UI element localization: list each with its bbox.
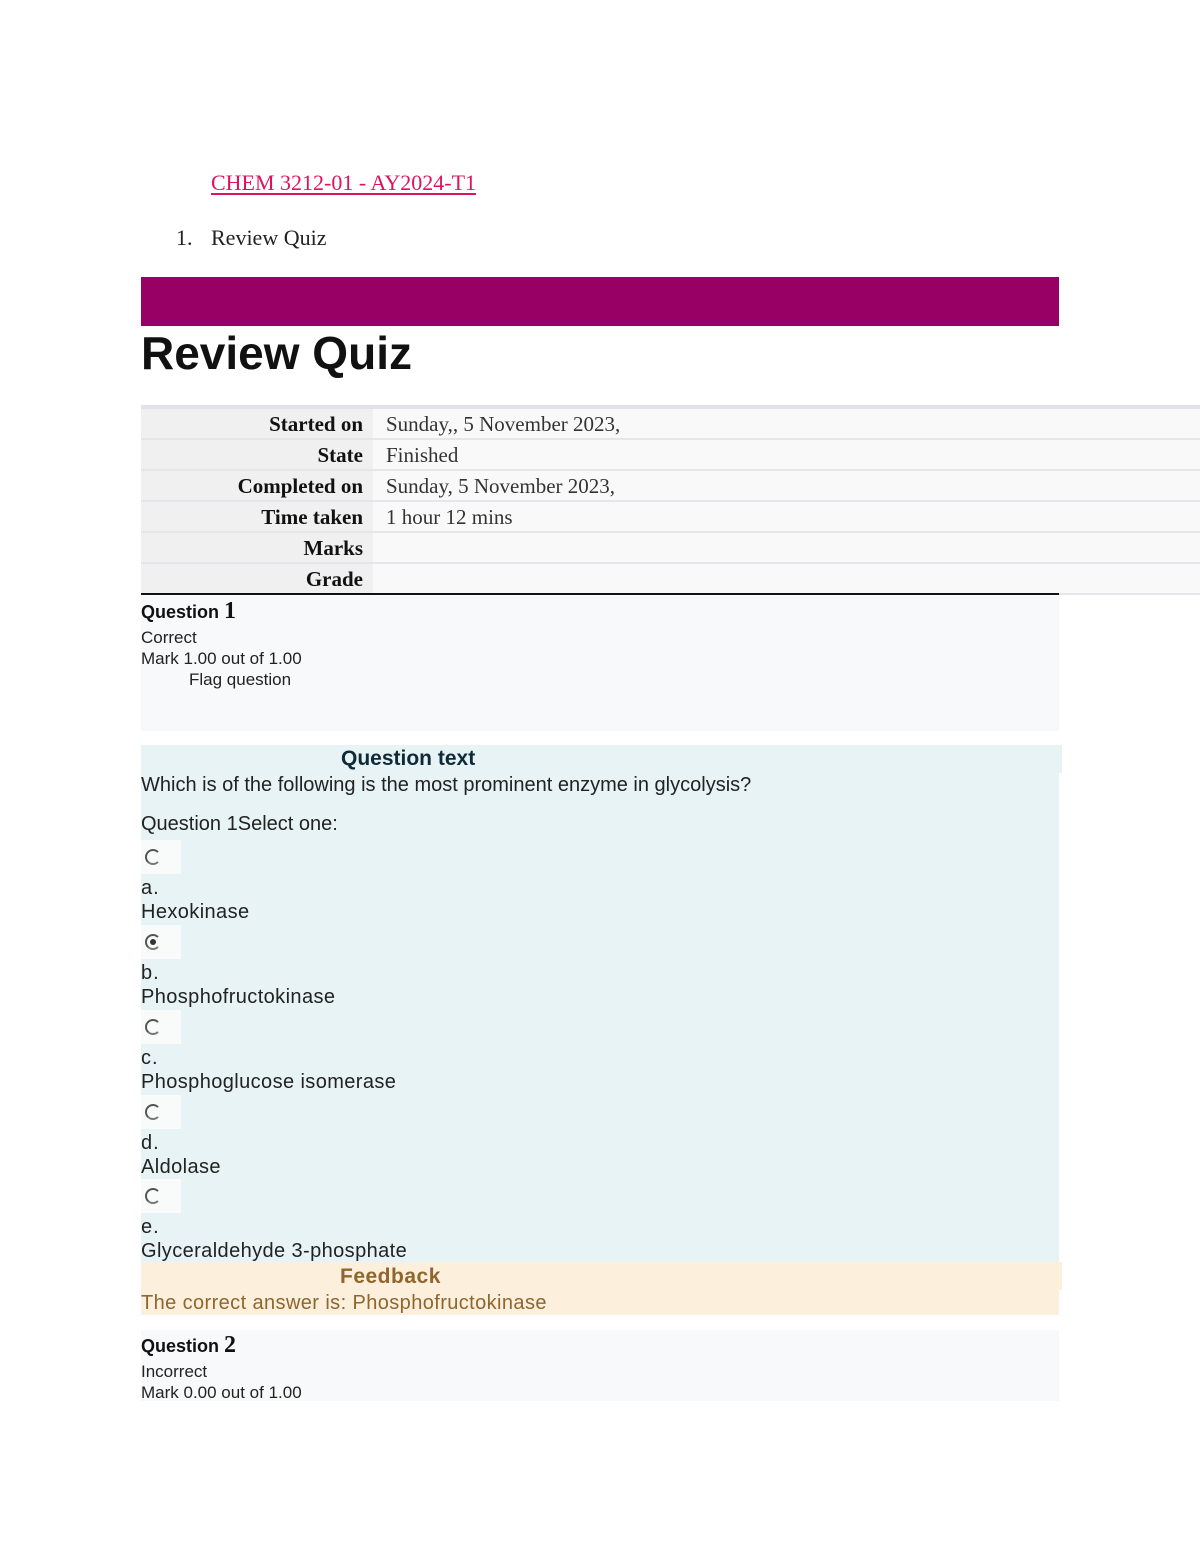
question-1-status: Correct bbox=[141, 628, 197, 647]
question-label: Question bbox=[141, 602, 220, 622]
answer-option-d bbox=[141, 1095, 541, 1179]
radio-option-c[interactable] bbox=[141, 1010, 181, 1044]
option-letter: c. bbox=[141, 1047, 159, 1069]
question-2-mark: Mark 0.00 out of 1.00 bbox=[141, 1383, 302, 1402]
box-edge bbox=[1059, 1262, 1062, 1290]
summary-value: Sunday, 5 November 2023, bbox=[373, 471, 1200, 500]
radio-option-a[interactable] bbox=[141, 840, 181, 874]
question-1-prompt: Question 1Select one: bbox=[141, 813, 338, 835]
radio-icon bbox=[145, 1019, 161, 1035]
summary-value bbox=[373, 564, 1200, 593]
summary-value bbox=[373, 533, 1200, 562]
summary-label: Grade bbox=[141, 564, 373, 593]
question-1-info bbox=[141, 596, 1059, 731]
radio-option-b[interactable] bbox=[141, 925, 181, 959]
summary-row-started bbox=[141, 409, 1200, 440]
option-letter: e. bbox=[141, 1216, 160, 1238]
summary-row-state bbox=[141, 440, 1200, 471]
question-label: Question bbox=[141, 1336, 220, 1356]
question-1-content bbox=[141, 745, 1059, 1262]
radio-option-e[interactable] bbox=[141, 1179, 181, 1213]
breadcrumb-item-number: 1. bbox=[176, 225, 193, 250]
question-1-feedback bbox=[141, 1262, 1059, 1315]
summary-value: 1 hour 12 mins bbox=[373, 502, 1200, 531]
radio-icon bbox=[145, 1188, 161, 1204]
question-number: 2 bbox=[224, 1332, 237, 1358]
summary-label: Marks bbox=[141, 533, 373, 562]
summary-row-grade bbox=[141, 564, 1200, 595]
breadcrumb bbox=[176, 225, 326, 251]
question-2-info bbox=[141, 1330, 1059, 1401]
radio-checked-icon bbox=[145, 934, 161, 950]
summary-row-marks bbox=[141, 533, 1200, 564]
course-banner bbox=[141, 277, 1059, 326]
summary-value: Finished bbox=[373, 440, 1200, 469]
option-text: Glyceraldehyde 3-phosphate bbox=[141, 1240, 408, 1262]
option-letter: b. bbox=[141, 962, 160, 984]
summary-value: Sunday,, 5 November 2023, bbox=[373, 409, 1200, 438]
question-number: 1 bbox=[224, 598, 237, 624]
course-breadcrumb-link[interactable]: CHEM 3212-01 - AY2024-T1 bbox=[211, 170, 477, 195]
box-edge bbox=[1059, 745, 1062, 773]
question-2-status: Incorrect bbox=[141, 1362, 208, 1381]
option-letter: d. bbox=[141, 1132, 160, 1154]
summary-row-time-taken bbox=[141, 502, 1200, 533]
radio-icon bbox=[145, 849, 161, 865]
question-1-mark: Mark 1.00 out of 1.00 bbox=[141, 649, 302, 668]
question-2-heading bbox=[141, 1330, 1059, 1361]
option-text: Hexokinase bbox=[141, 901, 250, 923]
summary-divider bbox=[141, 593, 1059, 595]
answer-option-c bbox=[141, 1010, 541, 1094]
option-text: Phosphofructokinase bbox=[141, 986, 336, 1008]
summary-row-completed bbox=[141, 471, 1200, 502]
radio-icon bbox=[145, 1104, 161, 1120]
summary-label: Time taken bbox=[141, 502, 373, 531]
summary-label: Completed on bbox=[141, 471, 373, 500]
feedback-text: The correct answer is: Phosphofructokinase bbox=[141, 1292, 547, 1314]
feedback-heading: Feedback bbox=[340, 1265, 441, 1288]
summary-label: Started on bbox=[141, 409, 373, 438]
flag-question-link[interactable]: Flag question bbox=[189, 670, 292, 689]
option-letter: a. bbox=[141, 877, 160, 899]
question-1-heading bbox=[141, 596, 1059, 627]
option-text: Aldolase bbox=[141, 1156, 221, 1178]
question-1-text: Which is of the following is the most prominent enzyme in glycolysis? bbox=[141, 774, 752, 796]
answer-option-a bbox=[141, 840, 541, 924]
quiz-summary-table bbox=[141, 405, 1200, 595]
breadcrumb-item-review-quiz[interactable]: Review Quiz bbox=[211, 225, 327, 250]
option-text: Phosphoglucose isomerase bbox=[141, 1071, 397, 1093]
answer-option-b bbox=[141, 925, 541, 1009]
page-title: Review Quiz bbox=[141, 327, 412, 379]
summary-label: State bbox=[141, 440, 373, 469]
question-text-heading: Question text bbox=[341, 747, 476, 770]
radio-option-d[interactable] bbox=[141, 1095, 181, 1129]
